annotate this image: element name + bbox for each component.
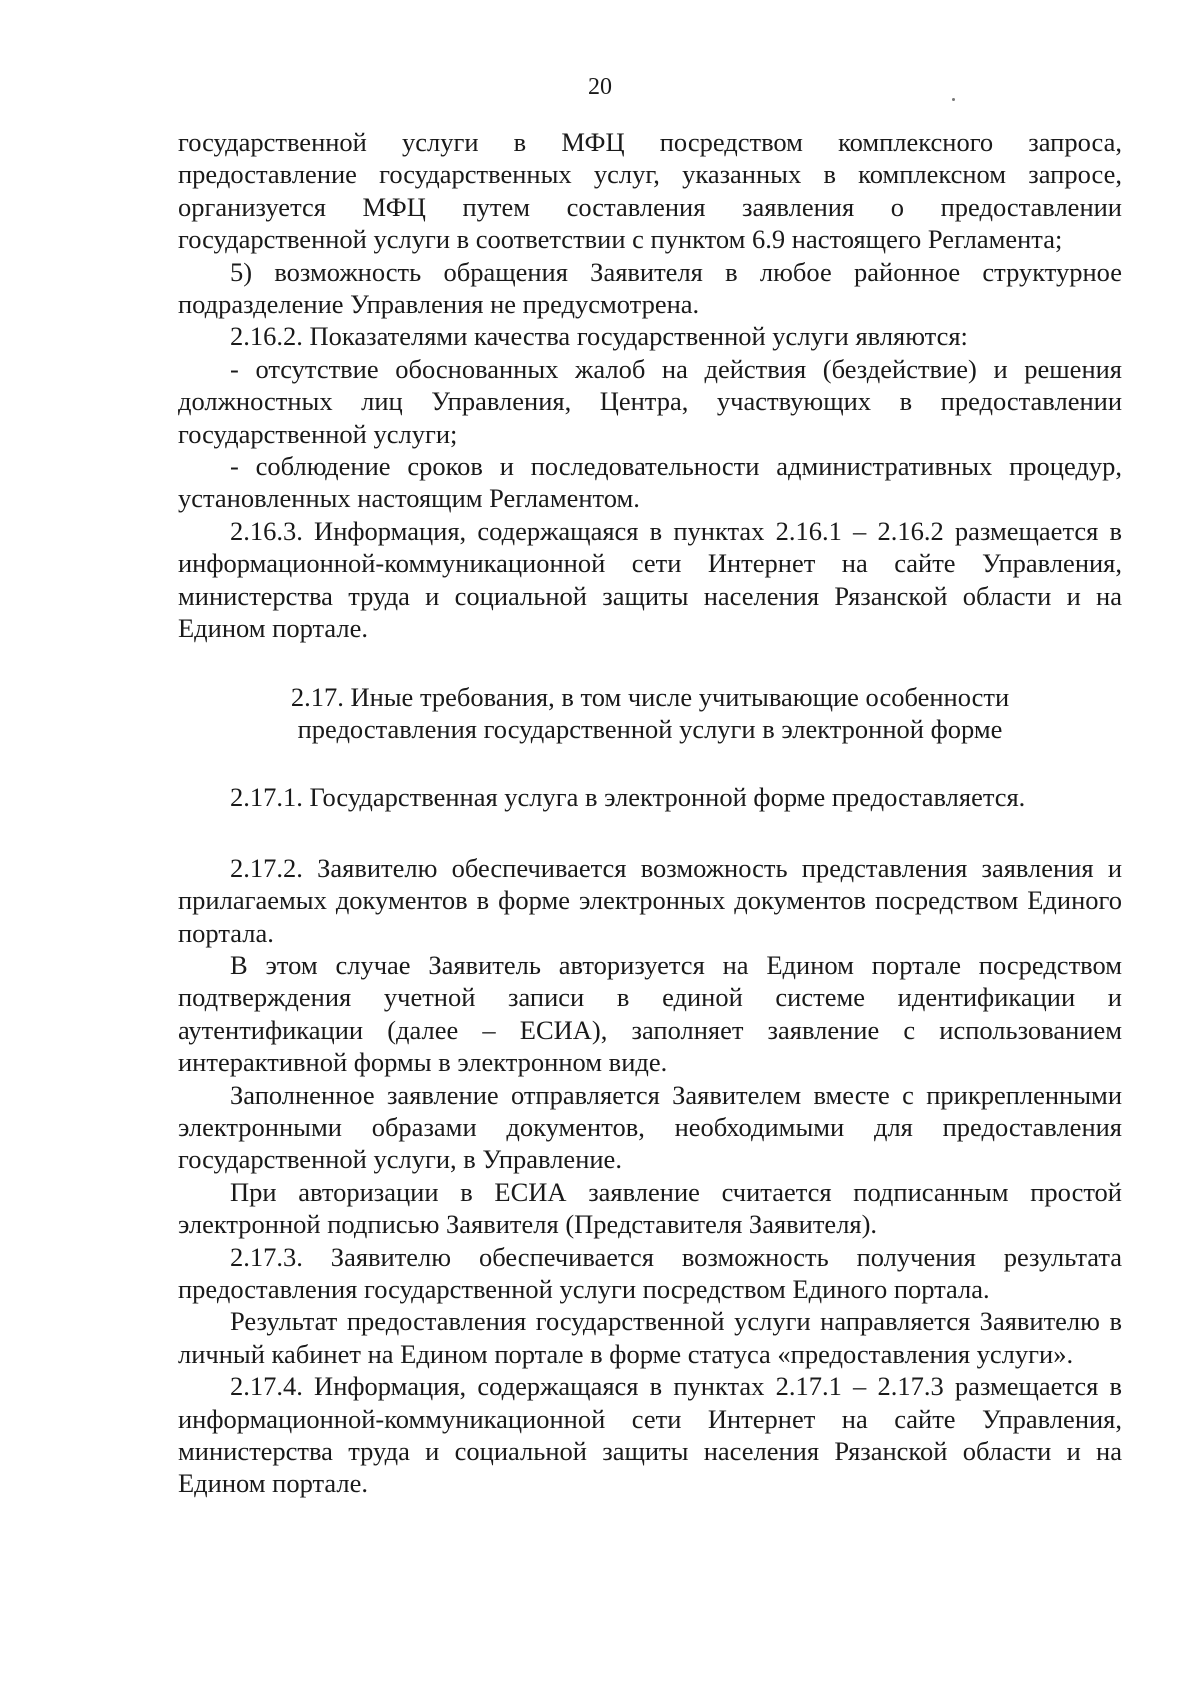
paragraph-esia-auth: В этом случае Заявитель авторизуется на Едином портале посредством подтверждения учетной записи в единой системе идентификации и аутентификации (далее – ЕСИА), заполняет заявление с использованием интерактивной формы в электронном виде. bbox=[178, 949, 1122, 1078]
page-number: 20 bbox=[588, 74, 612, 100]
section-heading-line-1: 2.17. Иные требования, в том числе учитывающие особенности bbox=[290, 681, 1010, 712]
paragraph-simple-signature: При авторизации в ЕСИА заявление считается подписанным простой электронной подписью Заявителя (Представителя Заявителя). bbox=[178, 1176, 1122, 1240]
section-heading-2-17 bbox=[178, 681, 1122, 746]
paragraph-bullet-complaints: - отсутствие обоснованных жалоб на действия (бездействие) и решения должностных лиц Управления, Центра, участвующих в предоставлении государственной услуги; bbox=[178, 353, 1122, 449]
paragraph-item-5: 5) возможность обращения Заявителя в любое районное структурное подразделение Управления не предусмотрена. bbox=[178, 256, 1122, 320]
paragraph-continuation: государственной услуги в МФЦ посредством комплексного запроса, предоставление государственных услуг, указанных в комплексном запросе, организуется МФЦ путем составления заявления о предоставлении государственной услуги в соответствии с пунктом 6.9 настоящего Регламента; bbox=[178, 127, 1122, 255]
paragraph-2-17-3: 2.17.3. Заявителю обеспечивается возможность получения результата предоставления государственной услуги посредством Единого портала. bbox=[178, 1241, 1122, 1304]
paragraph-result-cabinet: Результат предоставления государственной услуги направляется Заявителю в личный кабинет на Едином портале в форме статуса «предоставления услуги». bbox=[178, 1306, 1122, 1369]
paragraph-2-16-2: 2.16.2. Показателями качества государственной услуги являются: bbox=[230, 321, 968, 352]
scan-speck bbox=[952, 98, 955, 101]
paragraph-2-16-3: 2.16.3. Информация, содержащаяся в пунктах 2.16.1 – 2.16.2 размещается в информационной-коммуникационной сети Интернет на сайте Управления, министерства труда и социальной защиты населения Рязанской области и на Едином портале. bbox=[178, 515, 1122, 644]
paragraph-filled-application: Заполненное заявление отправляется Заявителем вместе с прикрепленными электронными образами документов, необходимыми для предоставления государственной услуги, в Управление. bbox=[178, 1079, 1122, 1175]
paragraph-2-17-2: 2.17.2. Заявителю обеспечивается возможность представления заявления и прилагаемых документов в форме электронных документов посредством Единого портала. bbox=[178, 852, 1122, 948]
paragraph-2-17-4: 2.17.4. Информация, содержащаяся в пунктах 2.17.1 – 2.17.3 размещается в информационной-коммуникационной сети Интернет на сайте Управления, министерства труда и социальной защиты населения Рязанской области и на Едином портале. bbox=[178, 1371, 1122, 1499]
document-body bbox=[178, 126, 1122, 1500]
section-heading-line-2: предоставления государственной услуги в электронной форме bbox=[297, 713, 1003, 744]
paragraph-2-17-1: 2.17.1. Государственная услуга в электронной форме предоставляется. bbox=[230, 782, 1026, 813]
paragraph-bullet-deadlines: - соблюдение сроков и последовательности административных процедур, установленных настоящим Регламентом. bbox=[178, 451, 1122, 514]
